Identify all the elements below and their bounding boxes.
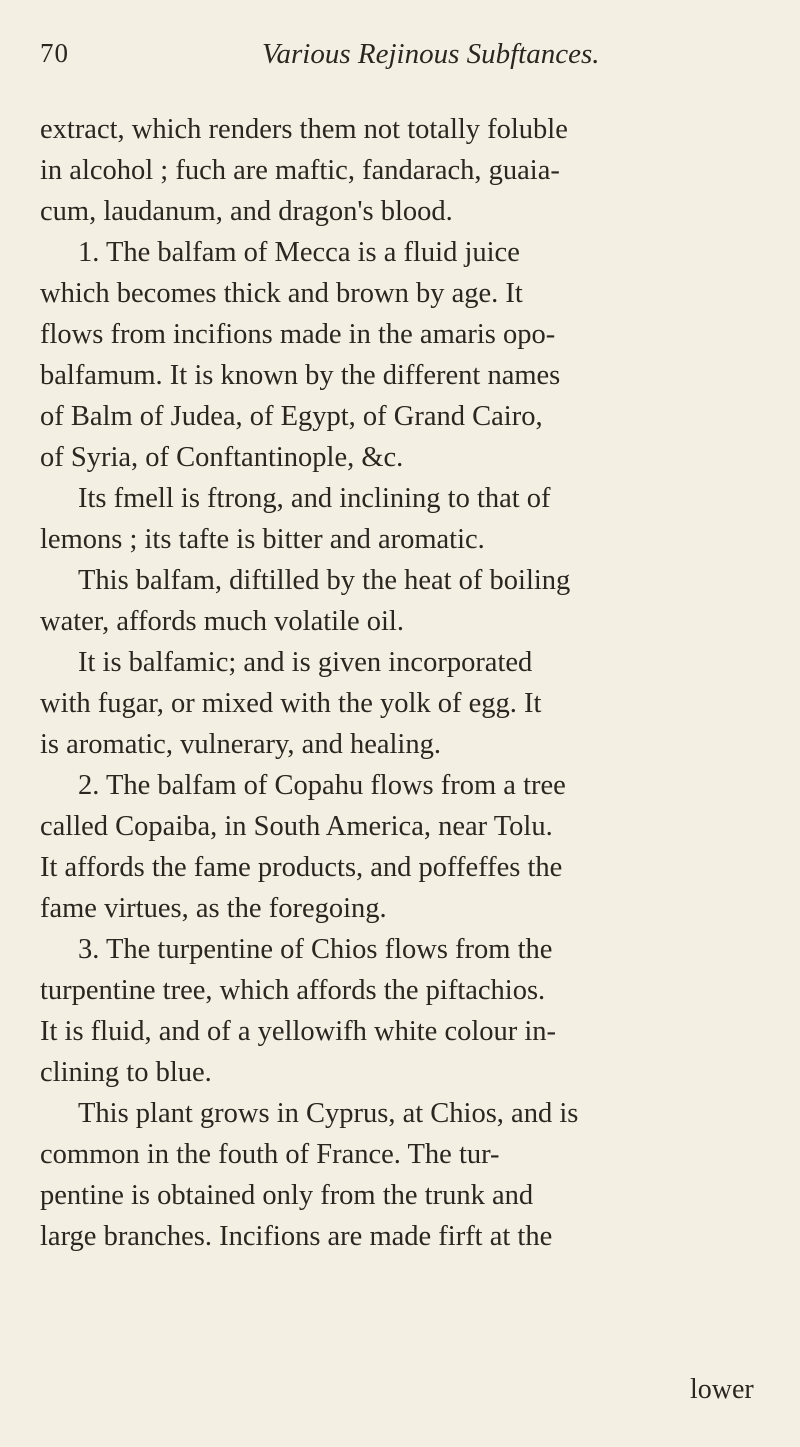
text-line: It is balfamic; and is given incorporated (78, 647, 533, 678)
page-number: 70 (40, 38, 69, 68)
text-line: 3. The turpentine of Chios flows from the (78, 934, 553, 965)
page-header (40, 38, 760, 88)
text-line: This plant grows in Cyprus, at Chios, and is (78, 1098, 579, 1129)
text-line: of Balm of Judea, of Egypt, of Grand Cairo, (40, 401, 543, 432)
text-line: Its fmell is ftrong, and inclining to that of (78, 483, 551, 514)
text-line: common in the fouth of France. The tur- (40, 1139, 500, 1170)
text-line: in alcohol ; fuch are maftic, fandarach, guaia- (40, 155, 560, 186)
text-line: pentine is obtained only from the trunk and (40, 1180, 534, 1211)
text-line: called Copaiba, in South America, near Tolu. (40, 811, 553, 842)
text-line: This balfam, diftilled by the heat of boiling (78, 565, 571, 596)
text-line: with fugar, or mixed with the yolk of egg. It (40, 688, 542, 719)
text-line: clining to blue. (40, 1057, 212, 1088)
text-line: lemons ; its tafte is bitter and aromatic. (40, 524, 485, 555)
text-line: large branches. Incifions are made firft at the (40, 1221, 553, 1252)
text-line: turpentine tree, which affords the piftachios. (40, 975, 546, 1006)
text-line: It is fluid, and of a yellowifh white colour in- (40, 1016, 557, 1047)
text-line: It affords the fame products, and poffeffes the (40, 852, 563, 883)
text-line: water, affords much volatile oil. (40, 606, 404, 637)
text-line: cum, laudanum, and dragon's blood. (40, 196, 453, 227)
text-line: of Syria, of Conftantinople, &c. (40, 442, 404, 473)
running-title: Various Rejinous Subftances. (262, 38, 600, 70)
text-line: is aromatic, vulnerary, and healing. (40, 729, 441, 760)
text-line: 2. The balfam of Copahu flows from a tree (78, 770, 566, 801)
catchword: lower (690, 1374, 754, 1405)
text-line: which becomes thick and brown by age. It (40, 278, 523, 309)
text-line: flows from incifions made in the amaris opo- (40, 319, 556, 350)
text-line: fame virtues, as the foregoing. (40, 893, 387, 924)
text-line: extract, which renders them not totally foluble (40, 114, 568, 145)
text-line: 1. The balfam of Mecca is a fluid juice (78, 237, 520, 268)
text-line: balfamum. It is known by the different names (40, 360, 561, 391)
